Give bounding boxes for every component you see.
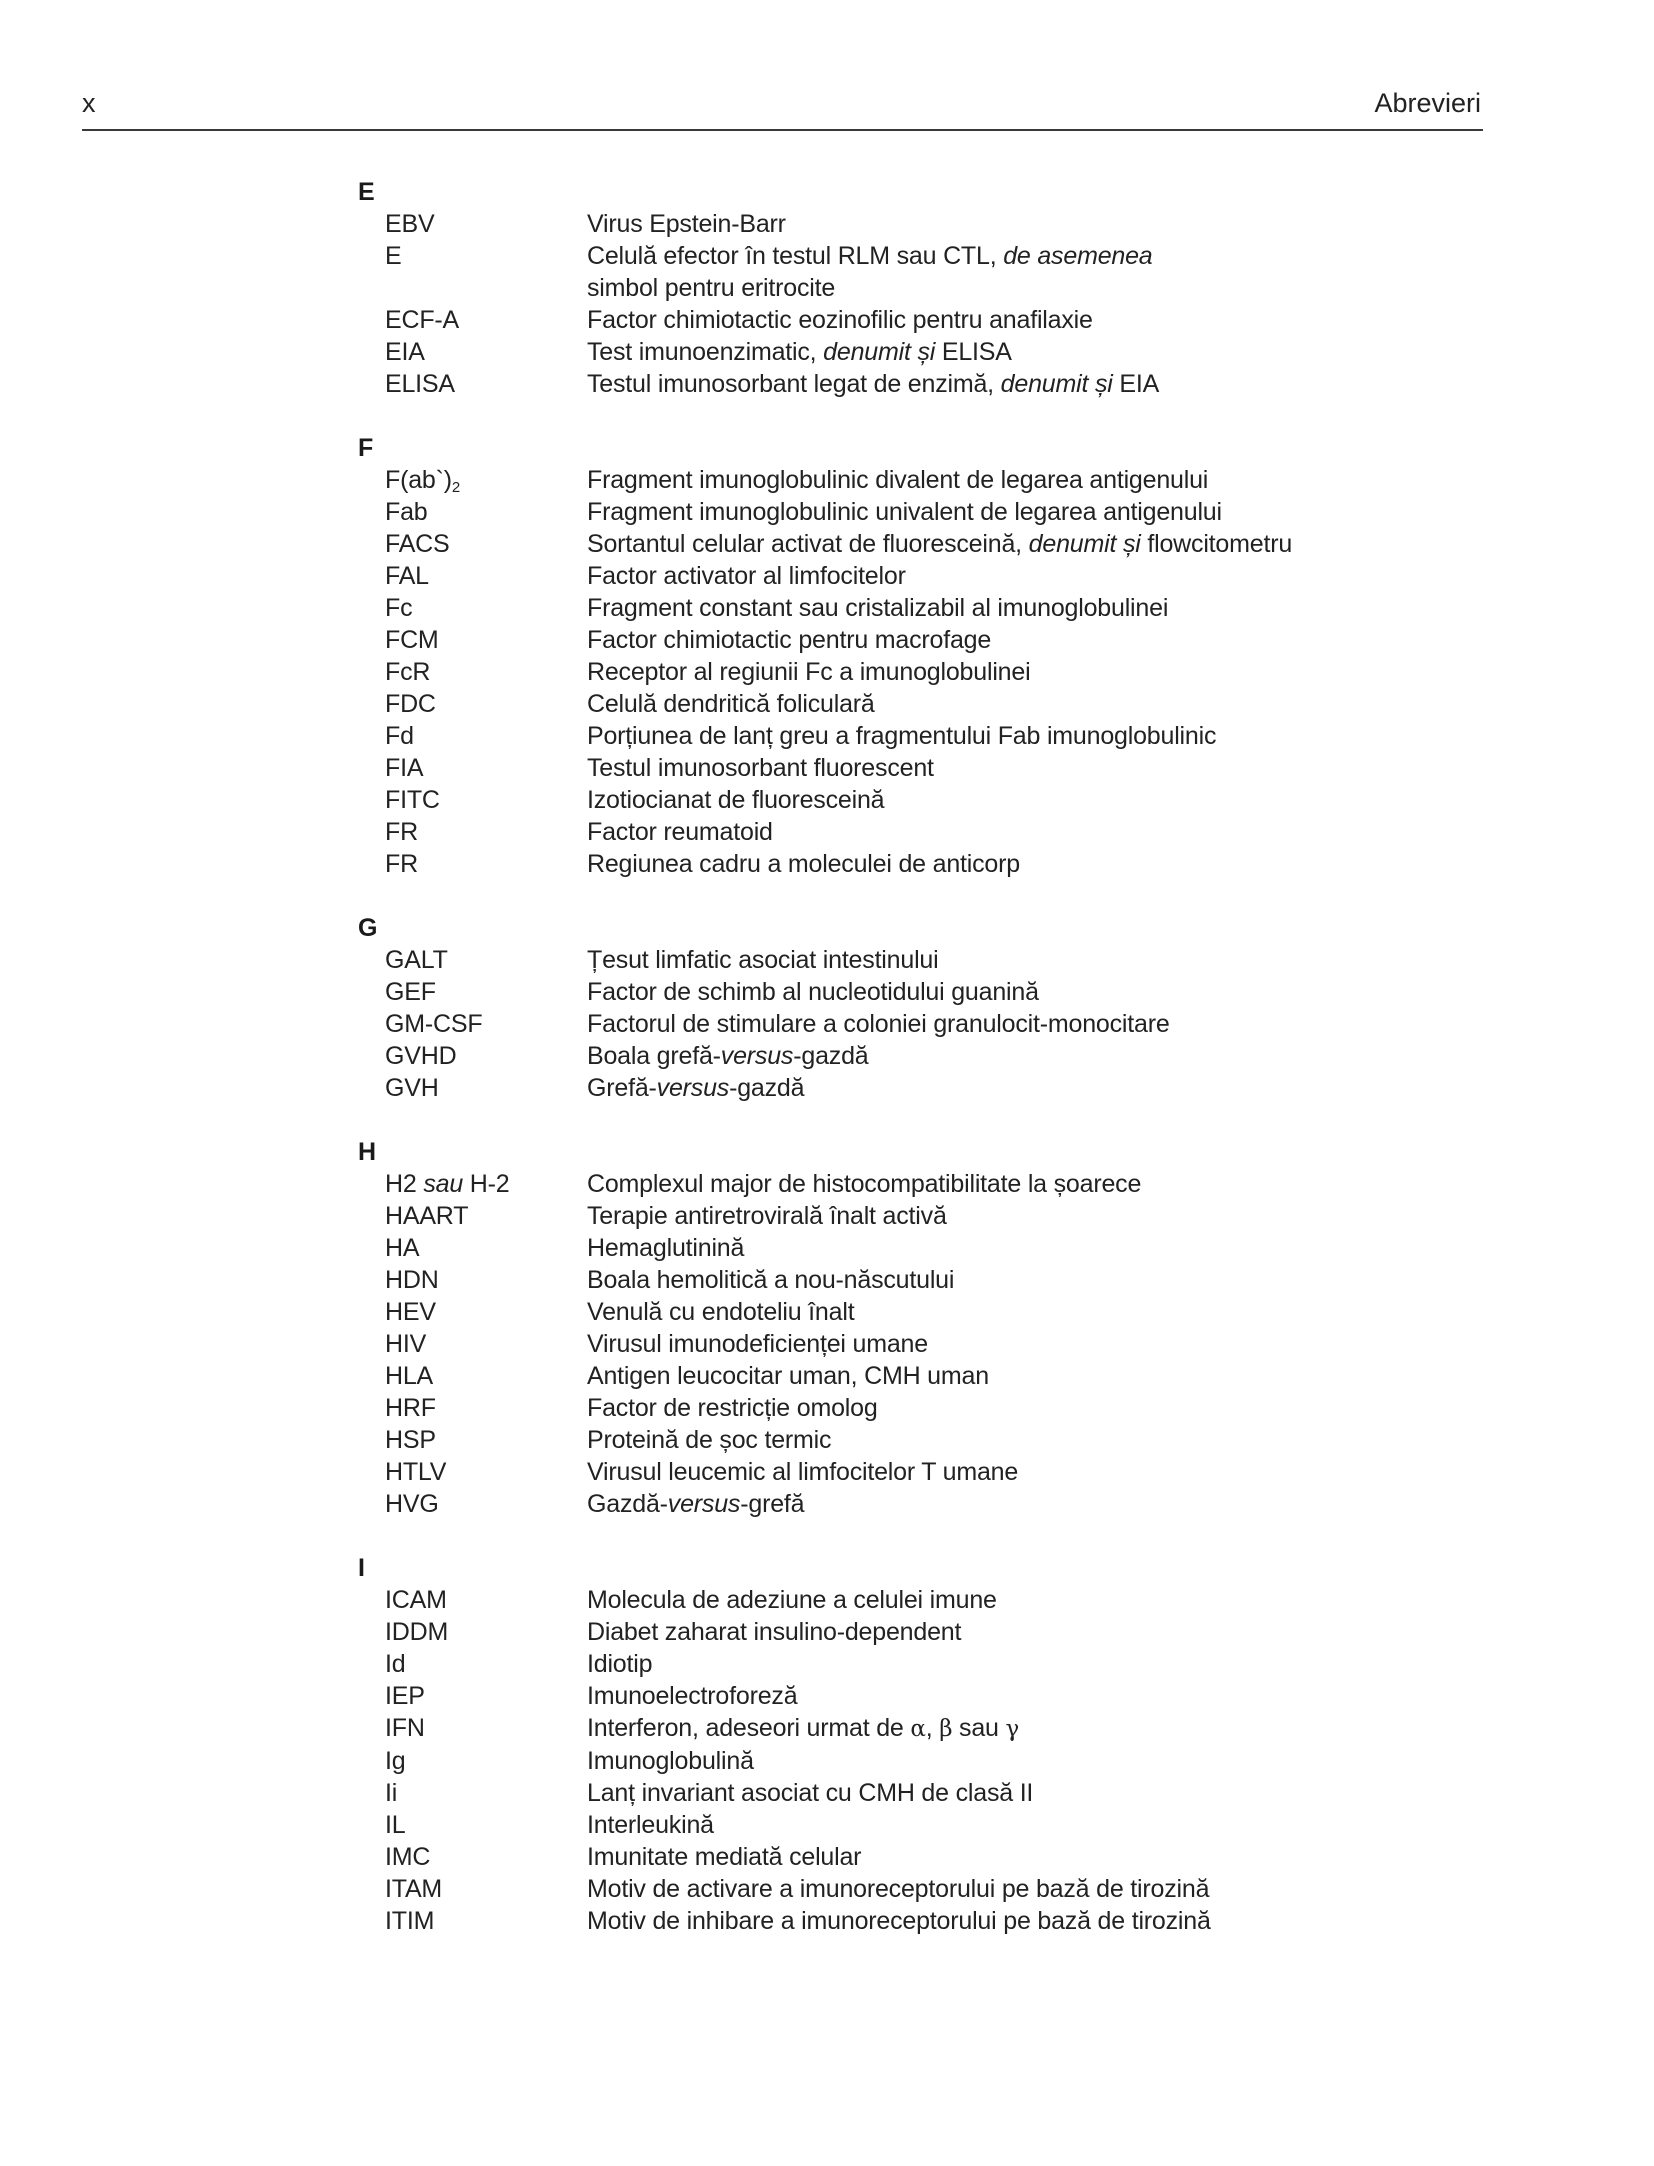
section-letter: H	[358, 1138, 377, 1166]
abbreviation: FAL	[385, 562, 429, 590]
alpha-symbol: α	[910, 1716, 926, 1742]
abbreviation: E	[385, 242, 402, 270]
abbreviation-entry	[358, 1168, 1558, 1200]
abbreviation-entry	[358, 528, 1558, 560]
abbreviation-entry	[358, 592, 1558, 624]
abbreviation-entry	[358, 1809, 1558, 1841]
abbreviation: ICAM	[385, 1586, 447, 1614]
abbreviation: IL	[385, 1811, 406, 1839]
abbreviation-entry	[358, 1296, 1558, 1328]
abbreviation-entry	[358, 336, 1558, 368]
abbreviation: FcR	[385, 658, 431, 686]
abbreviation: FCM	[385, 626, 439, 654]
abbreviation-entry	[358, 1360, 1558, 1392]
abbreviation-entry	[358, 720, 1558, 752]
abbreviation-entry	[358, 976, 1558, 1008]
definition: Factor activator al limfocitelor	[587, 562, 906, 590]
definition: Motiv de activare a imunoreceptorului pe bază de tirozină	[587, 1875, 1210, 1903]
running-title: Abrevieri	[1374, 88, 1481, 118]
definition: Venulă cu endoteliu înalt	[587, 1298, 855, 1326]
abbreviation: GEF	[385, 978, 436, 1006]
beta-symbol: β	[939, 1716, 953, 1742]
abbreviation: Ig	[385, 1747, 406, 1775]
abbreviation-entry	[358, 1873, 1558, 1905]
section-spacer	[358, 1520, 1558, 1552]
abbreviation-entry	[358, 752, 1558, 784]
abbreviation-entry	[358, 816, 1558, 848]
abbreviation-entry	[358, 496, 1558, 528]
abbreviation-entry	[358, 1841, 1558, 1873]
abbreviation: FR	[385, 850, 418, 878]
section-letter: G	[358, 914, 378, 942]
definition: Interferon, adeseori urmat de α, β sau γ	[587, 1714, 1020, 1742]
abbreviation-entry	[358, 1488, 1558, 1520]
abbreviation: Ii	[385, 1779, 398, 1807]
abbreviation: GVH	[385, 1074, 439, 1102]
abbreviation-entry	[358, 1424, 1558, 1456]
running-head	[82, 86, 1483, 131]
abbreviation-entry	[358, 1264, 1558, 1296]
definition: Regiunea cadru a moleculei de anticorp	[587, 850, 1020, 878]
abbreviation: ELISA	[385, 370, 455, 398]
section-i	[358, 1552, 1558, 1937]
abbreviation: HAART	[385, 1202, 469, 1230]
definition: Imunoelectroforeză	[587, 1682, 798, 1710]
definition: Virusul imunodeficienței umane	[587, 1330, 928, 1358]
abbreviation-entry	[358, 1456, 1558, 1488]
abbreviation: ITIM	[385, 1907, 435, 1935]
section-e	[358, 176, 1558, 400]
definition: Factor chimiotactic pentru macrofage	[587, 626, 992, 654]
abbreviation-entry	[358, 1584, 1558, 1616]
definition: Antigen leucocitar uman, CMH uman	[587, 1362, 989, 1390]
abbreviation-entry	[358, 624, 1558, 656]
abbreviation-entry	[358, 1392, 1558, 1424]
abbreviation-entry	[358, 848, 1558, 880]
definition: Imunitate mediată celular	[587, 1843, 862, 1871]
abbreviation-entry	[358, 368, 1558, 400]
definition: Fragment constant sau cristalizabil al imunoglobulinei	[587, 594, 1169, 622]
abbreviation-entry	[358, 1072, 1558, 1104]
abbreviation: HA	[385, 1234, 420, 1262]
definition: Factorul de stimulare a coloniei granulocit-monocitare	[587, 1010, 1170, 1038]
abbreviation-entry	[358, 1232, 1558, 1264]
abbreviation: ITAM	[385, 1875, 443, 1903]
abbreviation-entry	[358, 1905, 1558, 1937]
section-spacer	[358, 880, 1558, 912]
abbreviation-entry	[358, 1008, 1558, 1040]
abbreviation: Fc	[385, 594, 413, 622]
abbreviation-entry	[358, 1745, 1558, 1777]
abbreviation: FITC	[385, 786, 440, 814]
abbreviation-entry	[358, 1648, 1558, 1680]
definition: Lanț invariant asociat cu CMH de clasă II	[587, 1779, 1034, 1807]
abbreviation: GALT	[385, 946, 448, 974]
abbreviation: FDC	[385, 690, 436, 718]
abbreviation: HDN	[385, 1266, 439, 1294]
definition: Testul imunosorbant fluorescent	[587, 754, 934, 782]
abbreviation-entry	[358, 1712, 1558, 1745]
definition: Celulă efector în testul RLM sau CTL, de asemenea simbol pentru eritrocite	[587, 242, 1153, 302]
definition: Receptor al regiunii Fc a imunoglobulinei	[587, 658, 1031, 686]
section-letter: F	[358, 434, 374, 462]
definition: Complexul major de histocompatibilitate la șoarece	[587, 1170, 1142, 1198]
abbreviation-entry	[358, 1200, 1558, 1232]
definition: Test imunoenzimatic, denumit și ELISA	[587, 338, 1012, 366]
abbreviation: IDDM	[385, 1618, 449, 1646]
page-number: x	[82, 88, 96, 118]
abbreviation: Id	[385, 1650, 406, 1678]
definition: Factor de schimb al nucleotidului guanină	[587, 978, 1039, 1006]
abbreviation: FIA	[385, 754, 424, 782]
abbreviation-entry	[358, 560, 1558, 592]
definition: Diabet zaharat insulino-dependent	[587, 1618, 962, 1646]
definition: Fragment imunoglobulinic divalent de legarea antigenului	[587, 466, 1209, 494]
definition: Boala hemolitică a nou-născutului	[587, 1266, 955, 1294]
definition: Idiotip	[587, 1650, 653, 1678]
definition: Izotiocianat de fluoresceină	[587, 786, 885, 814]
abbreviation: IEP	[385, 1682, 425, 1710]
abbreviation-entry	[358, 208, 1558, 240]
abbreviation: HEV	[385, 1298, 436, 1326]
definition: Factor de restricție omolog	[587, 1394, 878, 1422]
abbreviation: GM-CSF	[385, 1010, 483, 1038]
definition: Terapie antiretrovirală înalt activă	[587, 1202, 947, 1230]
abbreviation: H2 sau H-2	[385, 1170, 510, 1198]
abbreviation-entry	[358, 1328, 1558, 1360]
definition: Factor reumatoid	[587, 818, 773, 846]
abbreviation: FACS	[385, 530, 450, 558]
section-h	[358, 1136, 1558, 1520]
abbreviation: HIV	[385, 1330, 427, 1358]
definition: Factor chimiotactic eozinofilic pentru anafilaxie	[587, 306, 1093, 334]
abbreviation: HSP	[385, 1426, 436, 1454]
abbreviation: HVG	[385, 1490, 439, 1518]
definition: Imunoglobulină	[587, 1747, 754, 1775]
abbreviation-entry	[358, 656, 1558, 688]
abbreviation: ECF-A	[385, 306, 460, 334]
definition: Hemaglutinină	[587, 1234, 745, 1262]
section-spacer	[358, 1104, 1558, 1136]
abbreviation: FR	[385, 818, 418, 846]
definition: Grefă-versus-gazdă	[587, 1074, 805, 1102]
abbreviation: IFN	[385, 1714, 425, 1742]
definition: Molecula de adeziune a celulei imune	[587, 1586, 997, 1614]
abbreviation-entry	[358, 240, 1558, 304]
abbreviation: GVHD	[385, 1042, 457, 1070]
definition: Fragment imunoglobulinic univalent de legarea antigenului	[587, 498, 1222, 526]
definition: Sortantul celular activat de fluoresceină, denumit și flowcitometru	[587, 530, 1293, 558]
section-g	[358, 912, 1558, 1104]
abbreviation: IMC	[385, 1843, 431, 1871]
definition: Virus Epstein-Barr	[587, 210, 786, 238]
definition: Proteină de șoc termic	[587, 1426, 832, 1454]
abbreviation: EIA	[385, 338, 425, 366]
abbreviation: HTLV	[385, 1458, 447, 1486]
section-spacer	[358, 400, 1558, 432]
section-letter: I	[358, 1554, 365, 1582]
definition: Celulă dendritică foliculară	[587, 690, 875, 718]
abbreviation: Fab	[385, 498, 428, 526]
abbreviation-entry	[358, 1040, 1558, 1072]
abbreviation-entry	[358, 464, 1558, 496]
definition: Interleukină	[587, 1811, 714, 1839]
abbreviation: HRF	[385, 1394, 436, 1422]
definition: Boala grefă-versus-gazdă	[587, 1042, 869, 1070]
section-letter: E	[358, 178, 375, 206]
definition: Țesut limfatic asociat intestinului	[587, 946, 939, 974]
definition: Virusul leucemic al limfocitelor T umane	[587, 1458, 1019, 1486]
abbreviation-entry	[358, 688, 1558, 720]
abbreviation-entry	[358, 944, 1558, 976]
abbreviation: $F(ab`)_2$	[385, 466, 461, 496]
definition: Motiv de inhibare a imunoreceptorului pe bază de tirozină	[587, 1907, 1211, 1935]
definition: Porțiunea de lanț greu a fragmentului Fab imunoglobulinic	[587, 722, 1217, 750]
abbreviation-entry	[358, 1680, 1558, 1712]
abbreviation: EBV	[385, 210, 435, 238]
abbreviation-entry	[358, 1616, 1558, 1648]
abbreviations-list	[358, 176, 1558, 1937]
abbreviation-entry	[358, 1777, 1558, 1809]
gamma-symbol: γ	[1005, 1716, 1020, 1742]
abbreviation-entry	[358, 304, 1558, 336]
abbreviation-entry	[358, 784, 1558, 816]
definition: Gazdă-versus-grefă	[587, 1490, 805, 1518]
abbreviation: HLA	[385, 1362, 434, 1390]
section-f	[358, 432, 1558, 880]
definition: Testul imunosorbant legat de enzimă, denumit și EIA	[587, 370, 1160, 398]
abbreviation: Fd	[385, 722, 414, 750]
